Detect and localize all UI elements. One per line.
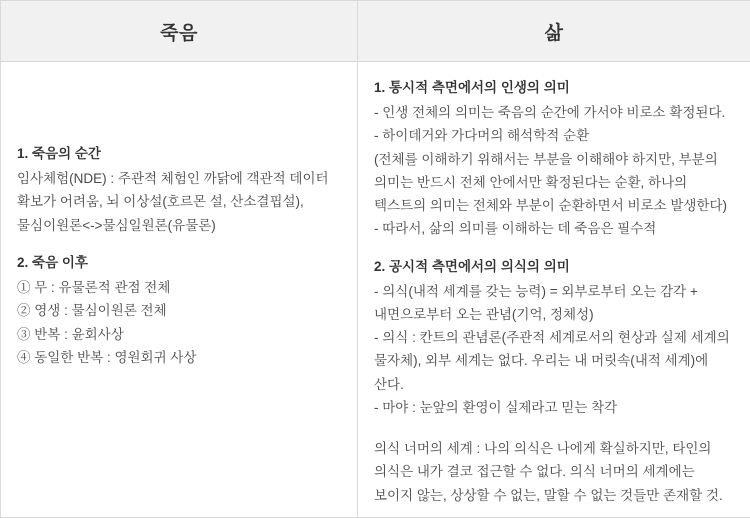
- table-header-row: [1, 1, 750, 62]
- life-section-2-title: 2. 공시적 측면에서의 의식의 의미: [374, 255, 734, 278]
- death-section-2-line-1: ① 무 : 유물론적 관점 전체: [17, 276, 341, 299]
- life-section-1-line-2: - 하이데거와 가다머의 해석학적 순환: [374, 124, 734, 147]
- life-section-1: [374, 76, 734, 241]
- life-section-1-line-4: - 따라서, 삶의 의미를 이해하는 데 죽음은 필수적: [374, 217, 734, 240]
- life-section-1-title: 1. 통시적 측면에서의 인생의 의미: [374, 76, 734, 99]
- life-section-2-line-1: - 의식(내적 세계를 갖는 능력) = 외부로부터 오는 감각 + 내면으로부터 오는 관념(기억, 정체성): [374, 280, 734, 326]
- life-section-2-line-3: - 마야 : 눈앞의 환영이 실제라고 믿는 착각: [374, 396, 734, 419]
- death-section-2-title: 2. 죽음 이후: [17, 251, 341, 274]
- life-section-1-line-3: (전체를 이해하기 위해서는 부분을 이해해야 하지만, 부분의 의미는 반드시 전체 안에서만 확정된다는 순환, 하나의 텍스트의 의미는 전체와 부분이 순환하면서 비로소 발생한다): [374, 148, 734, 218]
- life-section-2: [374, 255, 734, 420]
- life-section-2-line-2: - 의식 : 칸트의 관념론(주관적 세계로서의 현상과 실제 세계의 물자체), 외부 세계는 없다. 우리는 내 머릿속(내적 세계)에 산다.: [374, 326, 734, 396]
- column-header-life: 삶: [358, 1, 750, 62]
- cell-death-content: [1, 62, 358, 518]
- death-section-2: [17, 251, 341, 369]
- death-section-1: [17, 142, 341, 237]
- life-section-1-line-1: - 인생 전체의 의미는 죽음의 순간에 가서야 비로소 확정된다.: [374, 101, 734, 124]
- death-section-1-title: 1. 죽음의 순간: [17, 142, 341, 165]
- death-section-2-line-4: ④ 동일한 반복 : 영원회귀 사상: [17, 346, 341, 369]
- life-closing-note: 의식 너머의 세계 : 나의 의식은 나에게 확실하지만, 타인의 의식은 내가 결코 접근할 수 없다. 의식 너머의 세계에는 보이지 않는, 상상할 수 없는, 말할 수 없는 것들만 존재할 것.: [374, 437, 734, 507]
- death-section-2-line-2: ② 영생 : 물심이원론 전체: [17, 299, 341, 322]
- death-section-2-line-3: ③ 반복 : 윤회사상: [17, 323, 341, 346]
- death-section-1-line-1: 임사체험(NDE) : 주관적 체험인 까닭에 객관적 데이터 확보가 어려움, 뇌 이상설(호르몬 설, 산소결핍설), 물심이원론<->물심일원론(유물론): [17, 167, 341, 237]
- cell-life-content: [358, 62, 750, 518]
- table-body-row: [1, 62, 750, 518]
- column-header-death: 죽음: [1, 1, 358, 62]
